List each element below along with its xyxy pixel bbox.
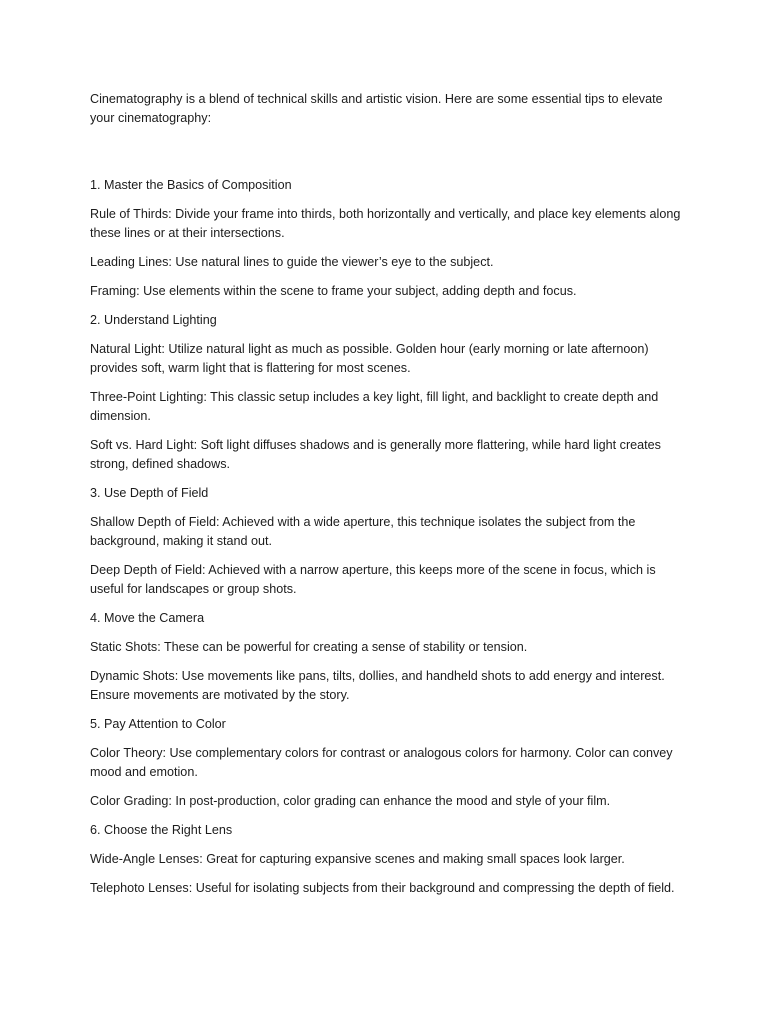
section-paragraph: Soft vs. Hard Light: Soft light diffuses shadows and is generally more flattering, while hard light creates strong, defined shadows. [90, 438, 661, 471]
section-paragraph: Shallow Depth of Field: Achieved with a wide aperture, this technique isolates the subject from the background, making it stand out. [90, 515, 636, 548]
section-paragraph: Natural Light: Utilize natural light as much as possible. Golden hour (early morning or late afternoon) provides soft, warm light that is flattering for most scenes. [90, 342, 649, 375]
section-paragraph: Leading Lines: Use natural lines to guide the viewer’s eye to the subject. [90, 255, 494, 269]
section-paragraph: Deep Depth of Field: Achieved with a narrow aperture, this keeps more of the scene in focus, which is useful for landscapes or group shots. [90, 563, 656, 596]
document-body [90, 90, 690, 908]
section-heading: 4. Move the Camera [90, 611, 205, 625]
section-heading: 5. Pay Attention to Color [90, 717, 226, 731]
section-paragraph: Static Shots: These can be powerful for creating a sense of stability or tension. [90, 640, 528, 654]
section-paragraph: Dynamic Shots: Use movements like pans, tilts, dollies, and handheld shots to add energy and interest. Ensure movements are motivated by the story. [90, 669, 665, 702]
section-paragraph: Color Grading: In post-production, color grading can enhance the mood and style of your film. [90, 794, 611, 808]
section-heading: 2. Understand Lighting [90, 313, 217, 327]
section-paragraph: Wide-Angle Lenses: Great for capturing expansive scenes and making small spaces look larger. [90, 852, 625, 866]
section-paragraph: Rule of Thirds: Divide your frame into thirds, both horizontally and vertically, and place key elements along these lines or at their intersections. [90, 207, 681, 240]
section-paragraph: Framing: Use elements within the scene to frame your subject, adding depth and focus. [90, 284, 577, 298]
section-heading: 6. Choose the Right Lens [90, 823, 233, 837]
section-paragraph: Color Theory: Use complementary colors for contrast or analogous colors for harmony. Color can convey mood and emotion. [90, 746, 673, 779]
section-heading: 3. Use Depth of Field [90, 486, 209, 500]
section-paragraph: Three-Point Lighting: This classic setup includes a key light, fill light, and backlight to create depth and dimension. [90, 390, 659, 423]
section-heading: 1. Master the Basics of Composition [90, 178, 292, 192]
intro-paragraph: Cinematography is a blend of technical skills and artistic vision. Here are some essential tips to elevate your cinematography: [90, 92, 663, 125]
section-paragraph: Telephoto Lenses: Useful for isolating subjects from their background and compressing the depth of field. [90, 881, 675, 895]
